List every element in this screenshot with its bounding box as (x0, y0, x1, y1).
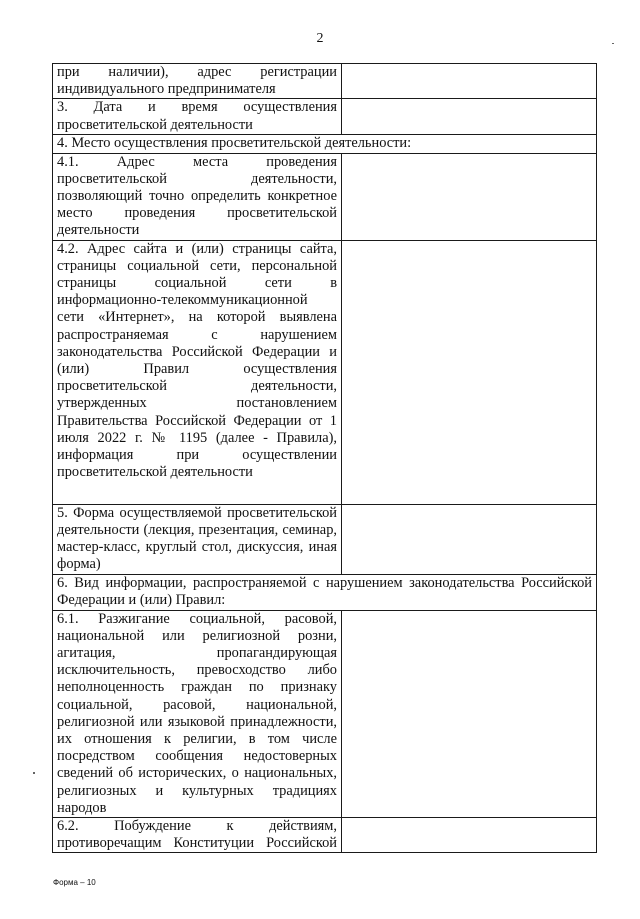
scan-speck (33, 772, 35, 774)
row-label-date-time: 3. Дата и время осуществления просветительской деятельности (53, 99, 342, 135)
form-footer-label: Форма – 10 (53, 878, 96, 887)
row-label-incitement: 6.1. Разжигание социальной, расовой, национальной или религиозной розни, агитация, пропагандирующая исключительность, превосходство либо неполноценность граждан по признаку социальной, расовой, национальной, религиозной или языковой принадлежности, их отношения к религии, в том числе посредством сообщения недостоверных сведений об исторических, о национальных, религиозных и культурных традициях народов (53, 610, 342, 817)
row-label-place-address: 4.1. Адрес места проведения просветительской деятельности, позволяющий точно определить конкретное место проведения просветительской деятельности (53, 153, 342, 240)
row-value-site-address (342, 240, 597, 504)
section-header-place: 4. Место осуществления просветительской деятельности: (53, 135, 597, 153)
table-row (53, 610, 597, 817)
row-value-activity-form (342, 504, 597, 574)
table-row (53, 574, 597, 610)
row-value-registration-address (342, 64, 597, 99)
table-row (53, 153, 597, 240)
table-row (53, 64, 597, 99)
scan-speck (612, 43, 614, 44)
table-row (53, 240, 597, 504)
table-row (53, 504, 597, 574)
row-value-unconstitutional-actions (342, 818, 597, 853)
row-value-date-time (342, 99, 597, 135)
form-table (52, 63, 597, 853)
row-label-site-address: 4.2. Адрес сайта и (или) страницы сайта, страницы социальной сети, персональной страницы социальной сети в информационно-телекоммуникационной сети «Интернет», на которой выявлена распространяемая с нарушением законодательства Российской Федерации и (или) Правил осуществления просветительской деятельности, утвержденных постановлением Правительства Российской Федерации от 1 июля 2022 г. № 1195 (далее - Правила), информация при осуществлении просветительской деятельности (53, 240, 342, 504)
row-value-incitement (342, 610, 597, 817)
row-label-activity-form: 5. Форма осуществляемой просветительской деятельности (лекция, презентация, семинар, мастер-класс, круглый стол, дискуссия, иная форма) (53, 504, 342, 574)
table-row (53, 135, 597, 153)
row-value-place-address (342, 153, 597, 240)
table-row (53, 818, 597, 853)
row-label-registration-address: при наличии), адрес регистрации индивидуального предпринимателя (53, 64, 342, 99)
row-label-unconstitutional-actions: 6.2. Побуждение к действиям, противоречащим Конституции Российской (53, 818, 342, 853)
section-header-info-type: 6. Вид информации, распространяемой с нарушением законодательства Российской Федерации и (или) Правил: (53, 574, 597, 610)
page-number: 2 (316, 31, 324, 46)
table-row (53, 99, 597, 135)
